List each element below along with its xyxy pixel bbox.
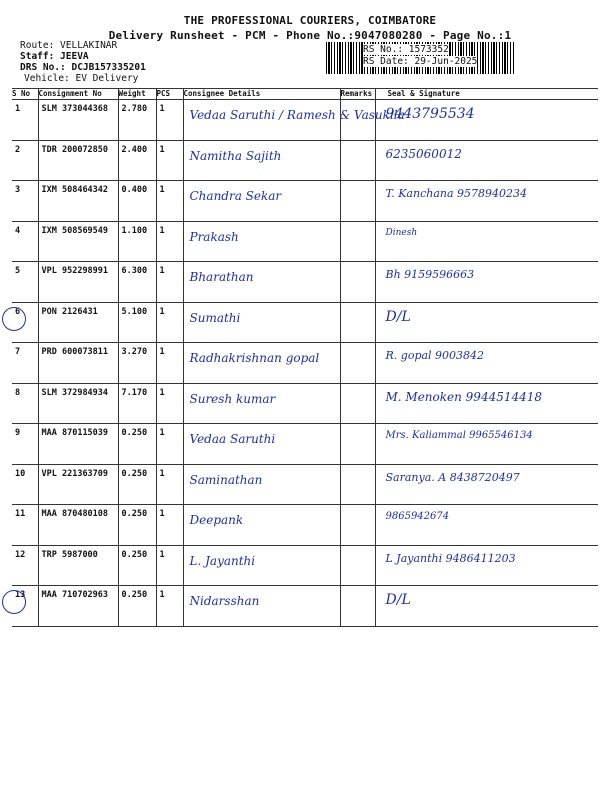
row-consignment: MAA 870480108 xyxy=(41,509,109,519)
row-consignment: VPL 221363709 xyxy=(41,468,109,479)
row-consignment: IXM 508569549 xyxy=(41,225,109,236)
row-consignment-cell xyxy=(38,140,118,181)
route-label: Route: VELLAKINAR xyxy=(20,40,118,51)
row-weight-cell xyxy=(118,586,156,627)
row-weight-cell xyxy=(118,302,156,343)
row-sno-cell xyxy=(12,383,38,424)
row-sno-cell xyxy=(12,505,38,546)
row-consignment-cell xyxy=(38,545,118,586)
table-row xyxy=(12,140,598,181)
row-signature-cell xyxy=(375,464,598,505)
row-pcs-cell xyxy=(156,343,183,384)
row-remarks-cell xyxy=(340,464,375,505)
row-sno: 4 xyxy=(15,225,21,236)
row-pcs-cell xyxy=(156,464,183,505)
row-sno-cell xyxy=(12,181,38,222)
row-weight: 0.250 xyxy=(121,468,148,479)
row-pcs: 1 xyxy=(159,104,165,114)
row-sno: 11 xyxy=(15,509,26,519)
row-pcs: 1 xyxy=(159,468,165,479)
row-consignee: Nidarsshan xyxy=(189,594,260,608)
row-consignee-cell xyxy=(183,464,340,505)
row-sno: 1 xyxy=(15,104,21,114)
row-signature-cell xyxy=(375,302,598,343)
row-sno: 10 xyxy=(15,468,26,479)
col-sno: S No xyxy=(12,89,38,100)
table-row xyxy=(12,383,598,424)
col-signature: Seal & Signature xyxy=(375,89,598,100)
runsheet-subtitle: Delivery Runsheet - PCM - Phone No.:9047080280 - Page No.:1 xyxy=(108,29,512,42)
row-sno-cell xyxy=(12,586,38,627)
row-consignment-cell xyxy=(38,424,118,465)
table-row xyxy=(12,424,598,465)
row-sno: 8 xyxy=(15,387,21,398)
row-pcs: 1 xyxy=(159,347,165,357)
row-signature: L Jayanthi 9486411203 xyxy=(385,551,516,565)
row-signature: 9443795534 xyxy=(385,106,475,122)
row-remarks-cell xyxy=(340,262,375,303)
row-signature-cell xyxy=(375,383,598,424)
row-consignment-cell xyxy=(38,505,118,546)
row-weight-cell xyxy=(118,505,156,546)
row-consignment: MAA 710702963 xyxy=(41,590,109,600)
row-weight-cell xyxy=(118,100,156,141)
staff-label: Staff: JEEVA xyxy=(20,51,89,62)
circle-mark xyxy=(2,590,26,614)
row-weight-cell xyxy=(118,383,156,424)
row-consignee: Deepank xyxy=(189,513,244,527)
row-consignment-cell xyxy=(38,302,118,343)
table-row xyxy=(12,505,598,546)
row-signature: T. Kanchana 9578940234 xyxy=(385,187,528,200)
table-row xyxy=(12,343,598,384)
rs-date: RS Date: 29-Jun-2025 xyxy=(363,56,478,67)
row-weight: 2.780 xyxy=(121,104,148,114)
row-consignment: MAA 870115039 xyxy=(41,428,109,438)
row-sno: 12 xyxy=(15,549,26,560)
row-remarks-cell xyxy=(340,302,375,343)
row-consignment-cell xyxy=(38,181,118,222)
row-consignee-cell xyxy=(183,383,340,424)
drs-number: DRS No.: DCJB157335201 xyxy=(20,62,146,73)
row-consignee-cell xyxy=(183,221,340,262)
row-consignee: Prakash xyxy=(189,229,239,244)
row-pcs: 1 xyxy=(159,590,165,600)
row-remarks-cell xyxy=(340,100,375,141)
row-consignee-cell xyxy=(183,424,340,465)
row-sno: 7 xyxy=(15,347,21,357)
row-weight: 0.250 xyxy=(121,509,148,519)
row-consignment: TRP 5987000 xyxy=(41,549,98,560)
row-consignment: TDR 200072850 xyxy=(41,144,109,155)
row-weight: 7.170 xyxy=(121,387,148,398)
row-consignment: IXM 508464342 xyxy=(41,185,109,195)
table-row xyxy=(12,181,598,222)
row-signature-cell xyxy=(375,181,598,222)
row-pcs: 1 xyxy=(159,144,165,155)
row-consignee: Vedaa Saruthi xyxy=(189,432,276,446)
table-row xyxy=(12,262,598,303)
row-consignee: Radhakrishnan gopal xyxy=(189,351,320,365)
row-consignee: Bharathan xyxy=(189,270,254,284)
row-pcs: 1 xyxy=(159,549,165,560)
row-consignment: VPL 952298991 xyxy=(41,266,109,276)
row-consignment: PRD 600073811 xyxy=(41,347,109,357)
row-sno-cell xyxy=(12,464,38,505)
row-signature: 6235060012 xyxy=(385,146,462,161)
row-signature-cell xyxy=(375,545,598,586)
row-sno: 5 xyxy=(15,266,21,276)
row-consignment: SLM 373044368 xyxy=(41,104,109,114)
row-weight-cell xyxy=(118,545,156,586)
table-row xyxy=(12,545,598,586)
row-sno: 9 xyxy=(15,428,21,438)
row-consignee: Chandra Sekar xyxy=(189,189,282,203)
row-pcs: 1 xyxy=(159,428,165,438)
row-pcs-cell xyxy=(156,586,183,627)
vehicle-label: Vehicle: EV Delivery xyxy=(24,73,139,84)
row-remarks-cell xyxy=(340,181,375,222)
row-consignment-cell xyxy=(38,100,118,141)
row-consignment-cell xyxy=(38,586,118,627)
row-weight: 3.270 xyxy=(121,347,148,357)
row-signature: D/L xyxy=(385,308,411,325)
row-signature: M. Menoken 9944514418 xyxy=(385,389,543,404)
row-consignment-cell xyxy=(38,383,118,424)
row-sno: 13 xyxy=(15,590,26,600)
row-consignee: Saminathan xyxy=(189,472,263,487)
col-remarks: Remarks xyxy=(340,89,375,100)
table-header xyxy=(12,89,598,100)
row-signature: 9865942674 xyxy=(385,511,450,522)
row-weight: 5.100 xyxy=(121,306,148,317)
rs-number: RS No.: 1573352 xyxy=(363,44,449,55)
row-weight-cell xyxy=(118,181,156,222)
row-consignee-cell xyxy=(183,100,405,141)
row-sno-cell xyxy=(12,140,38,181)
col-weight: Weight xyxy=(118,89,156,100)
company-title: THE PROFESSIONAL COURIERS, COIMBATORE xyxy=(183,14,437,27)
row-pcs-cell xyxy=(156,424,183,465)
row-consignee-cell xyxy=(183,262,340,303)
row-signature: Bh 9159596663 xyxy=(385,268,475,281)
row-pcs-cell xyxy=(156,545,183,586)
row-consignment: PON 2126431 xyxy=(41,306,98,317)
row-weight: 0.400 xyxy=(121,185,148,195)
row-pcs-cell xyxy=(156,100,183,141)
row-remarks-cell xyxy=(340,221,375,262)
row-consignee-cell xyxy=(183,343,340,384)
row-signature: Dinesh xyxy=(385,227,418,238)
table-row xyxy=(12,586,598,627)
runsheet-table xyxy=(12,88,598,627)
row-signature-cell xyxy=(375,505,598,546)
row-pcs: 1 xyxy=(159,387,165,398)
row-signature-cell xyxy=(375,262,598,303)
row-pcs: 1 xyxy=(159,509,165,519)
row-weight-cell xyxy=(118,424,156,465)
row-pcs: 1 xyxy=(159,225,165,236)
row-signature-cell xyxy=(375,100,598,141)
row-sno: 2 xyxy=(15,144,21,155)
row-weight: 1.100 xyxy=(121,225,148,236)
row-signature-cell xyxy=(375,424,598,465)
row-sno-cell xyxy=(12,221,38,262)
row-pcs-cell xyxy=(156,302,183,343)
circle-mark xyxy=(2,307,26,331)
row-weight-cell xyxy=(118,221,156,262)
row-consignee-cell xyxy=(183,302,340,343)
row-weight-cell xyxy=(118,140,156,181)
table-row xyxy=(12,100,598,141)
row-pcs-cell xyxy=(156,505,183,546)
col-consignee: Consignee Details xyxy=(183,89,340,100)
row-weight: 0.250 xyxy=(121,590,148,600)
row-signature-cell xyxy=(375,221,598,262)
row-sno: 3 xyxy=(15,185,21,195)
row-consignment-cell xyxy=(38,464,118,505)
row-remarks-cell xyxy=(340,140,375,181)
row-sno-cell xyxy=(12,424,38,465)
row-consignment-cell xyxy=(38,262,118,303)
row-remarks-cell xyxy=(340,383,375,424)
row-pcs-cell xyxy=(156,221,183,262)
row-signature: D/L xyxy=(385,592,411,608)
row-consignee: Suresh kumar xyxy=(189,391,276,406)
row-sno-cell xyxy=(12,302,38,343)
row-pcs-cell xyxy=(156,181,183,222)
row-consignment: SLM 372984934 xyxy=(41,387,109,398)
row-consignee-cell xyxy=(183,505,340,546)
row-consignee: L. Jayanthi xyxy=(189,553,256,568)
row-remarks-cell xyxy=(340,586,375,627)
col-pcs: PCS xyxy=(156,89,183,100)
row-weight-cell xyxy=(118,464,156,505)
row-signature: R. gopal 9003842 xyxy=(385,349,485,362)
row-consignee: Sumathi xyxy=(189,310,241,325)
row-pcs: 1 xyxy=(159,266,165,276)
row-consignee: Namitha Sajith xyxy=(189,148,282,163)
row-consignment-cell xyxy=(38,221,118,262)
row-signature-cell xyxy=(375,586,598,627)
row-sno: 6 xyxy=(15,306,21,317)
row-pcs-cell xyxy=(156,140,183,181)
row-pcs-cell xyxy=(156,383,183,424)
row-sno-cell xyxy=(12,100,38,141)
row-remarks-cell xyxy=(340,505,375,546)
row-consignment-cell xyxy=(38,343,118,384)
row-pcs-cell xyxy=(156,262,183,303)
row-consignee-cell xyxy=(183,181,340,222)
row-weight: 2.400 xyxy=(121,144,148,155)
table-row xyxy=(12,302,598,343)
row-sno-cell xyxy=(12,343,38,384)
row-signature: Mrs. Kaliammal 9965546134 xyxy=(385,430,533,441)
row-weight: 0.250 xyxy=(121,428,148,438)
table-row xyxy=(12,221,598,262)
row-consignee-cell xyxy=(183,586,340,627)
row-consignee: Vedaa Saruthi / Ramesh & Vasukila xyxy=(189,108,405,122)
row-sno-cell xyxy=(12,545,38,586)
row-consignee-cell xyxy=(183,140,340,181)
table-row xyxy=(12,464,598,505)
row-weight: 0.250 xyxy=(121,549,148,560)
row-pcs: 1 xyxy=(159,185,165,195)
row-remarks-cell xyxy=(340,424,375,465)
row-signature-cell xyxy=(375,140,598,181)
row-consignee-cell xyxy=(183,545,340,586)
row-weight: 6.300 xyxy=(121,266,148,276)
row-signature-cell xyxy=(375,343,598,384)
row-sno-cell xyxy=(12,262,38,303)
row-weight-cell xyxy=(118,262,156,303)
row-remarks-cell xyxy=(340,545,375,586)
row-remarks-cell xyxy=(340,343,375,384)
row-pcs: 1 xyxy=(159,306,165,317)
row-weight-cell xyxy=(118,343,156,384)
col-consignment: Consignment No xyxy=(38,89,118,100)
row-signature: Saranya. A 8438720497 xyxy=(385,470,520,484)
